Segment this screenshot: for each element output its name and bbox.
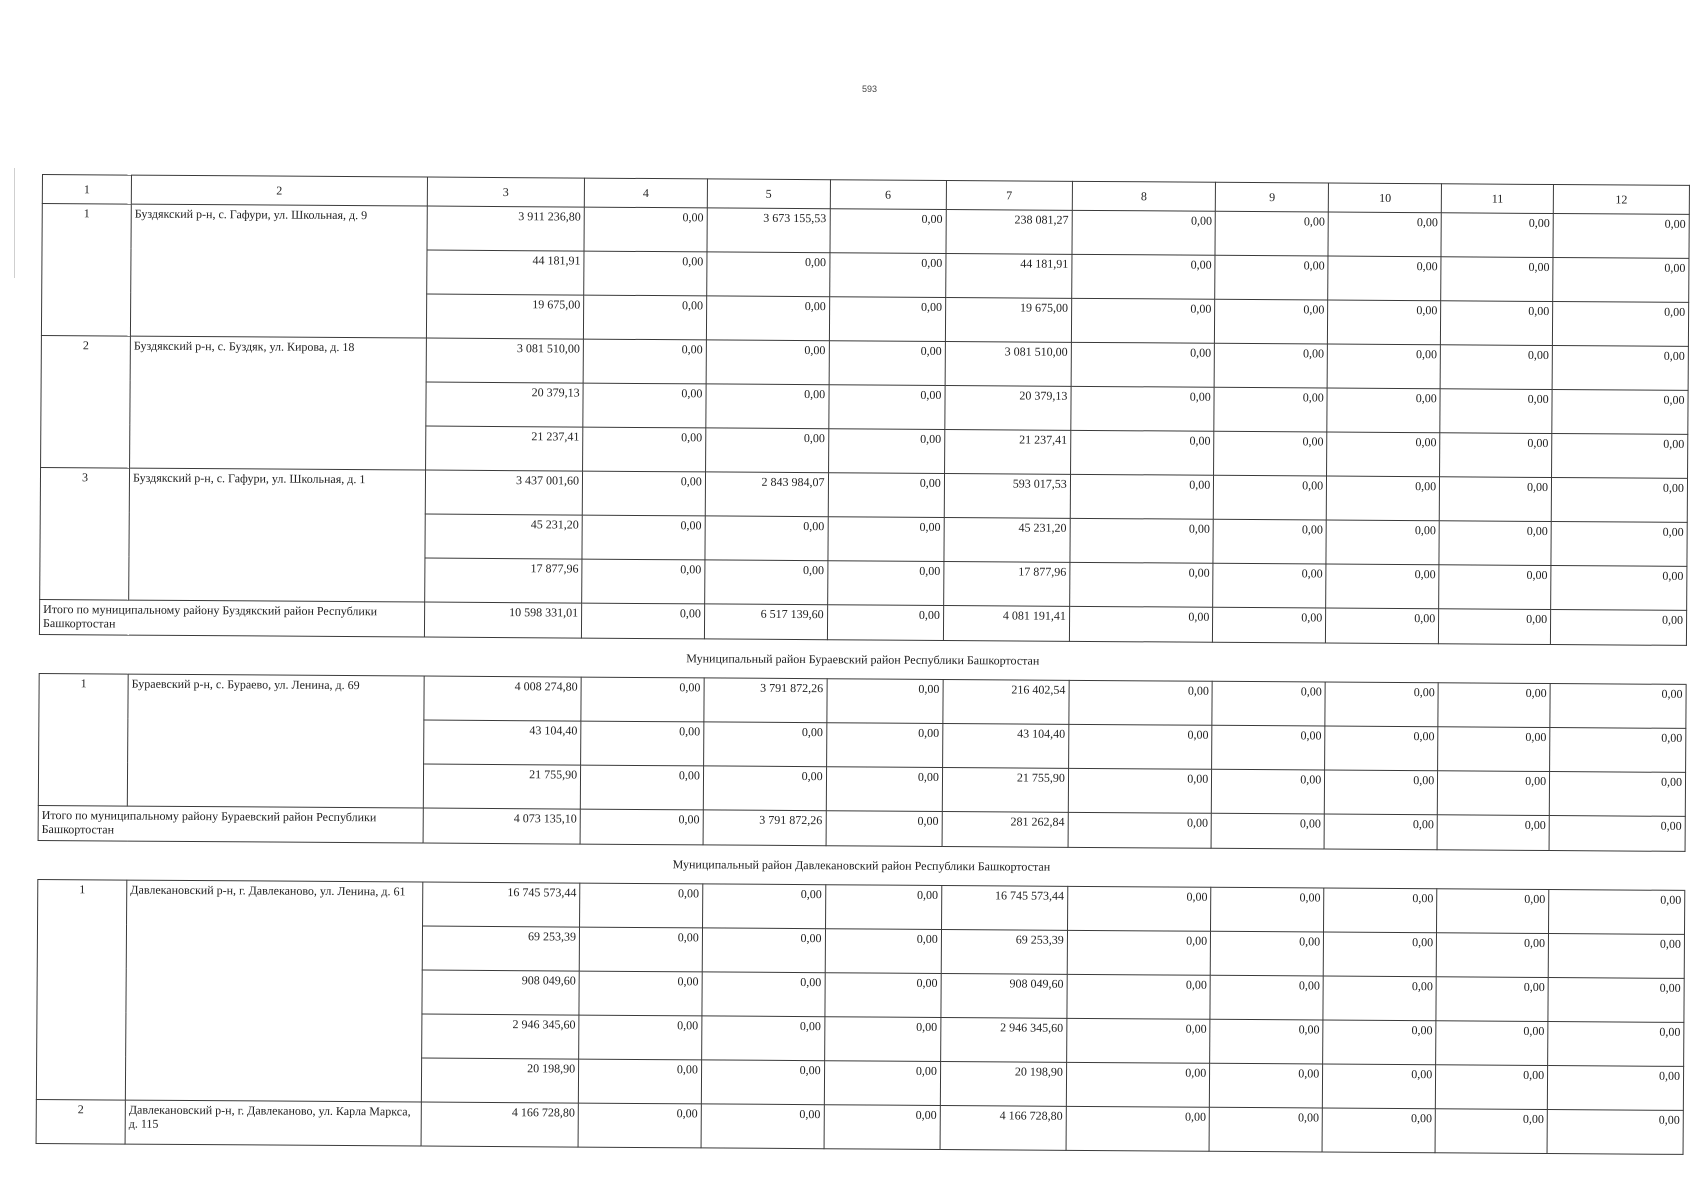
amount-cell: 0,00 <box>1214 431 1327 476</box>
object-address: Давлекановский р-н, г. Давлеканово, ул. Ленина, д. 61 <box>125 880 422 1102</box>
amount-cell: 2 843 984,07 <box>705 472 828 517</box>
amount-cell: 0,00 <box>702 972 825 1017</box>
column-number-1: 1 <box>42 175 131 205</box>
amount-cell: 0,00 <box>1440 345 1552 390</box>
budget-table <box>36 174 1690 1155</box>
amount-cell: 0,00 <box>1440 433 1552 478</box>
amount-cell: 0,00 <box>1072 254 1216 299</box>
amount-cell: 0,00 <box>1548 934 1684 979</box>
amount-cell: 0,00 <box>701 1016 824 1061</box>
total-amount-cell: 0,00 <box>1326 608 1439 644</box>
amount-cell: 0,00 <box>1326 520 1439 565</box>
amount-cell: 44 181,91 <box>426 250 584 295</box>
amount-cell: 0,00 <box>826 767 943 812</box>
total-amount-cell: 0,00 <box>1324 814 1437 850</box>
amount-cell: 0,00 <box>705 516 828 561</box>
column-number-3: 3 <box>427 177 585 207</box>
amount-cell: 0,00 <box>1069 562 1213 607</box>
amount-cell: 0,00 <box>1066 1106 1210 1151</box>
amount-cell: 0,00 <box>1440 389 1552 434</box>
amount-cell: 0,00 <box>578 1059 701 1104</box>
amount-cell: 3 081 510,00 <box>945 341 1071 386</box>
amount-cell: 0,00 <box>703 766 826 811</box>
amount-cell: 0,00 <box>824 1105 941 1150</box>
amount-cell: 0,00 <box>829 341 946 386</box>
amount-cell: 0,00 <box>1437 889 1549 934</box>
amount-cell: 17 877,96 <box>943 561 1069 606</box>
amount-cell: 0,00 <box>582 471 705 516</box>
amount-cell: 0,00 <box>1435 1109 1547 1154</box>
amount-cell: 0,00 <box>1322 1108 1435 1153</box>
amount-cell: 0,00 <box>1325 770 1438 815</box>
amount-cell: 908 049,60 <box>422 970 580 1015</box>
amount-cell: 0,00 <box>1213 475 1326 520</box>
amount-cell: 0,00 <box>580 765 703 810</box>
total-amount-cell: 0,00 <box>1213 607 1326 643</box>
amount-cell: 0,00 <box>1439 565 1551 610</box>
object-address: Давлекановский р-н, г. Давлеканово, ул. Карла Маркса, д. 115 <box>125 1100 421 1146</box>
amount-cell: 0,00 <box>1551 566 1687 611</box>
amount-cell: 0,00 <box>584 251 707 296</box>
amount-cell: 0,00 <box>829 297 946 342</box>
amount-cell: 16 745 573,44 <box>941 885 1067 930</box>
amount-cell: 2 946 345,60 <box>940 1017 1066 1062</box>
amount-cell: 0,00 <box>1327 344 1440 389</box>
amount-cell: 0,00 <box>1215 255 1328 300</box>
row-number: 1 <box>38 673 128 806</box>
column-number-9: 9 <box>1216 182 1329 212</box>
amount-cell: 0,00 <box>1211 887 1324 932</box>
total-amount-cell: 0,00 <box>1068 812 1212 848</box>
amount-cell: 0,00 <box>1549 772 1685 817</box>
total-amount-cell: 0,00 <box>1439 609 1551 645</box>
total-amount-cell: 0,00 <box>582 603 705 639</box>
amount-cell: 0,00 <box>701 1060 824 1105</box>
amount-cell: 0,00 <box>579 971 702 1016</box>
amount-cell: 908 049,60 <box>941 973 1067 1018</box>
amount-cell: 0,00 <box>828 517 945 562</box>
column-number-8: 8 <box>1072 181 1216 211</box>
row-number: 3 <box>40 467 130 600</box>
amount-cell: 0,00 <box>1551 478 1687 523</box>
amount-cell: 0,00 <box>1437 771 1549 816</box>
amount-cell: 0,00 <box>1551 522 1687 567</box>
amount-cell: 0,00 <box>828 429 945 474</box>
amount-cell: 0,00 <box>580 883 703 928</box>
amount-cell: 0,00 <box>826 679 943 724</box>
column-number-6: 6 <box>830 180 946 210</box>
amount-cell: 0,00 <box>1066 1062 1210 1107</box>
amount-cell: 0,00 <box>1550 728 1686 773</box>
amount-cell: 0,00 <box>1069 680 1213 725</box>
total-amount-cell: 281 262,84 <box>942 811 1068 847</box>
amount-cell: 0,00 <box>1438 683 1550 728</box>
total-amount-cell: 4 081 191,41 <box>943 605 1069 641</box>
amount-cell: 0,00 <box>1068 724 1212 769</box>
amount-cell: 0,00 <box>1328 256 1441 301</box>
amount-cell: 0,00 <box>1212 725 1325 770</box>
amount-cell: 238 081,27 <box>946 209 1072 254</box>
amount-cell: 21 237,41 <box>425 426 583 471</box>
section-title: Муниципальный район Давлекановский район Республики Башкортостан <box>38 840 1685 890</box>
page-number: 593 <box>862 84 878 94</box>
row-number: 2 <box>36 1099 125 1144</box>
amount-cell: 17 877,96 <box>424 558 582 603</box>
amount-cell: 0,00 <box>583 427 706 472</box>
amount-cell: 0,00 <box>1327 432 1440 477</box>
amount-cell: 0,00 <box>1552 346 1688 391</box>
amount-cell: 45 231,20 <box>425 514 583 559</box>
amount-cell: 0,00 <box>830 209 947 254</box>
total-amount-cell: 0,00 <box>1069 606 1213 642</box>
amount-cell: 0,00 <box>581 721 704 766</box>
amount-cell: 216 402,54 <box>943 679 1069 724</box>
amount-cell: 3 437 001,60 <box>425 470 583 515</box>
column-number-2: 2 <box>131 175 427 206</box>
amount-cell: 0,00 <box>1067 974 1211 1019</box>
total-amount-cell: 0,00 <box>1549 816 1685 852</box>
amount-cell: 69 253,39 <box>422 926 580 971</box>
amount-cell: 0,00 <box>1210 931 1323 976</box>
total-amount-cell: 0,00 <box>827 605 943 641</box>
amount-cell: 0,00 <box>584 207 707 252</box>
amount-cell: 0,00 <box>1070 518 1214 563</box>
amount-cell: 0,00 <box>1213 519 1326 564</box>
amount-cell: 0,00 <box>1325 726 1438 771</box>
amount-cell: 0,00 <box>1548 978 1684 1023</box>
amount-cell: 0,00 <box>1326 476 1439 521</box>
amount-cell: 19 675,00 <box>945 297 1071 342</box>
total-amount-cell: 0,00 <box>1437 815 1549 851</box>
amount-cell: 21 755,90 <box>942 767 1068 812</box>
amount-cell: 0,00 <box>1210 1063 1323 1108</box>
amount-cell: 0,00 <box>1436 1065 1548 1110</box>
amount-cell: 44 181,91 <box>946 253 1072 298</box>
amount-cell: 0,00 <box>1323 1064 1436 1109</box>
column-number-11: 11 <box>1441 184 1553 214</box>
scan-edge-mark <box>14 168 15 278</box>
amount-cell: 0,00 <box>1553 302 1689 347</box>
amount-cell: 0,00 <box>1213 563 1326 608</box>
amount-cell: 69 253,39 <box>941 929 1067 974</box>
amount-cell: 43 104,40 <box>942 723 1068 768</box>
amount-cell: 0,00 <box>579 1015 702 1060</box>
column-number-12: 12 <box>1553 185 1689 215</box>
amount-cell: 3 791 872,26 <box>704 678 827 723</box>
amount-cell: 0,00 <box>1215 299 1328 344</box>
amount-cell: 0,00 <box>824 1061 941 1106</box>
amount-cell: 0,00 <box>701 1104 824 1149</box>
amount-cell: 0,00 <box>1214 343 1327 388</box>
amount-cell: 0,00 <box>824 1017 941 1062</box>
column-number-7: 7 <box>946 180 1072 210</box>
amount-cell: 0,00 <box>1325 682 1438 727</box>
column-number-5: 5 <box>707 179 830 209</box>
amount-cell: 19 675,00 <box>426 294 584 339</box>
amount-cell: 0,00 <box>1553 258 1689 303</box>
amount-cell: 0,00 <box>1547 1110 1683 1155</box>
amount-cell: 0,00 <box>1072 210 1216 255</box>
amount-cell: 0,00 <box>1212 769 1325 814</box>
table-body <box>36 204 1689 1155</box>
amount-cell: 0,00 <box>583 383 706 428</box>
total-amount-cell: 10 598 331,01 <box>424 602 582 638</box>
amount-cell: 0,00 <box>1550 684 1686 729</box>
amount-cell: 0,00 <box>1439 521 1551 566</box>
amount-cell: 0,00 <box>1553 214 1689 259</box>
column-number-10: 10 <box>1329 183 1442 213</box>
amount-cell: 0,00 <box>1441 257 1553 302</box>
amount-cell: 20 198,90 <box>421 1058 579 1103</box>
object-address: Буздякский р-н, с. Гафури, ул. Школьная, д. 9 <box>131 204 427 338</box>
amount-cell: 0,00 <box>578 1103 701 1148</box>
amount-cell: 4 166 728,80 <box>940 1105 1066 1150</box>
amount-cell: 0,00 <box>1324 888 1437 933</box>
amount-cell: 0,00 <box>1436 977 1548 1022</box>
total-label: Итого по муниципальному району Буздякский район Республики Башкортостан <box>39 599 424 637</box>
amount-cell: 4 008 274,80 <box>423 676 581 721</box>
row-number: 1 <box>36 879 127 1100</box>
amount-cell: 0,00 <box>1441 213 1553 258</box>
amount-cell: 0,00 <box>703 722 826 767</box>
amount-cell: 0,00 <box>1066 1018 1210 1063</box>
amount-cell: 0,00 <box>1068 768 1212 813</box>
amount-cell: 0,00 <box>583 339 706 384</box>
amount-cell: 43 104,40 <box>423 720 581 765</box>
amount-cell: 20 379,13 <box>945 385 1071 430</box>
amount-cell: 0,00 <box>1323 1020 1436 1065</box>
total-amount-cell: 0,00 <box>580 809 703 845</box>
amount-cell: 21 755,90 <box>423 764 581 809</box>
amount-cell: 0,00 <box>705 560 828 605</box>
amount-cell: 0,00 <box>1549 890 1685 935</box>
amount-cell: 0,00 <box>1067 886 1211 931</box>
amount-cell: 3 911 236,80 <box>427 206 585 251</box>
amount-cell: 0,00 <box>1071 298 1215 343</box>
amount-cell: 3 081 510,00 <box>426 338 584 383</box>
amount-cell: 0,00 <box>702 928 825 973</box>
amount-cell: 0,00 <box>579 927 702 972</box>
object-address: Буздякский р-н, с. Буздяк, ул. Кирова, д. 18 <box>130 336 426 470</box>
amount-cell: 0,00 <box>1436 933 1548 978</box>
amount-cell: 0,00 <box>1548 1022 1684 1067</box>
amount-cell: 21 237,41 <box>944 429 1070 474</box>
amount-cell: 0,00 <box>826 723 943 768</box>
amount-cell: 0,00 <box>707 252 830 297</box>
total-amount-cell: 0,00 <box>826 811 942 847</box>
amount-cell: 0,00 <box>1327 388 1440 433</box>
amount-cell: 0,00 <box>1067 930 1211 975</box>
amount-cell: 20 379,13 <box>425 382 583 427</box>
object-address: Буздякский р-н, с. Гафури, ул. Школьная, д. 1 <box>129 468 425 602</box>
total-label: Итого по муниципальному району Бураевский район Республики Башкортостан <box>38 805 423 843</box>
amount-cell: 0,00 <box>825 885 942 930</box>
amount-cell: 0,00 <box>706 384 829 429</box>
amount-cell: 0,00 <box>828 473 945 518</box>
amount-cell: 0,00 <box>582 559 705 604</box>
amount-cell: 0,00 <box>1323 932 1436 977</box>
section-title: Муниципальный район Бураевский район Республики Башкортостан <box>39 634 1686 684</box>
amount-cell: 0,00 <box>1070 474 1214 519</box>
amount-cell: 0,00 <box>582 515 705 560</box>
row-number: 2 <box>41 335 131 468</box>
amount-cell: 0,00 <box>1323 976 1436 1021</box>
amount-cell: 0,00 <box>702 884 825 929</box>
amount-cell: 0,00 <box>705 428 828 473</box>
total-amount-cell: 3 791 872,26 <box>703 810 826 846</box>
amount-cell: 0,00 <box>1214 387 1327 432</box>
amount-cell: 0,00 <box>706 296 829 341</box>
amount-cell: 0,00 <box>828 385 945 430</box>
amount-cell: 20 198,90 <box>940 1061 1066 1106</box>
amount-cell: 0,00 <box>1209 1107 1322 1152</box>
total-amount-cell: 6 517 139,60 <box>704 604 827 640</box>
total-amount-cell: 4 073 135,10 <box>423 808 581 844</box>
amount-cell: 0,00 <box>1071 342 1215 387</box>
amount-cell: 0,00 <box>829 253 946 298</box>
amount-cell: 3 673 155,53 <box>707 208 830 253</box>
amount-cell: 593 017,53 <box>944 473 1070 518</box>
amount-cell: 0,00 <box>1439 477 1551 522</box>
amount-cell: 0,00 <box>1212 681 1325 726</box>
amount-cell: 0,00 <box>1210 975 1323 1020</box>
amount-cell: 0,00 <box>825 973 942 1018</box>
amount-cell: 45 231,20 <box>944 517 1070 562</box>
amount-cell: 0,00 <box>1328 212 1441 257</box>
row-number: 1 <box>41 204 131 337</box>
column-number-4: 4 <box>584 178 707 208</box>
amount-cell: 0,00 <box>1215 211 1328 256</box>
total-amount-cell: 0,00 <box>1211 813 1324 849</box>
amount-cell: 0,00 <box>1552 390 1688 435</box>
amount-cell: 0,00 <box>1436 1021 1548 1066</box>
amount-cell: 0,00 <box>1070 430 1214 475</box>
amount-cell: 0,00 <box>581 677 704 722</box>
amount-cell: 0,00 <box>706 340 829 385</box>
total-amount-cell: 0,00 <box>1551 610 1687 646</box>
amount-cell: 0,00 <box>1552 434 1688 479</box>
amount-cell: 16 745 573,44 <box>422 882 580 927</box>
amount-cell: 0,00 <box>1441 301 1553 346</box>
object-address: Бураевский р-н, с. Бураево, ул. Ленина, д. 69 <box>127 674 423 808</box>
amount-cell: 0,00 <box>584 295 707 340</box>
amount-cell: 0,00 <box>1547 1066 1683 1111</box>
amount-cell: 4 166 728,80 <box>421 1102 579 1147</box>
amount-cell: 0,00 <box>1326 564 1439 609</box>
amount-cell: 0,00 <box>1328 300 1441 345</box>
amount-cell: 0,00 <box>1071 386 1215 431</box>
amount-cell: 0,00 <box>1438 727 1550 772</box>
amount-cell: 0,00 <box>825 929 942 974</box>
amount-cell: 2 946 345,60 <box>421 1014 579 1059</box>
amount-cell: 0,00 <box>827 561 944 606</box>
amount-cell: 0,00 <box>1210 1019 1323 1064</box>
